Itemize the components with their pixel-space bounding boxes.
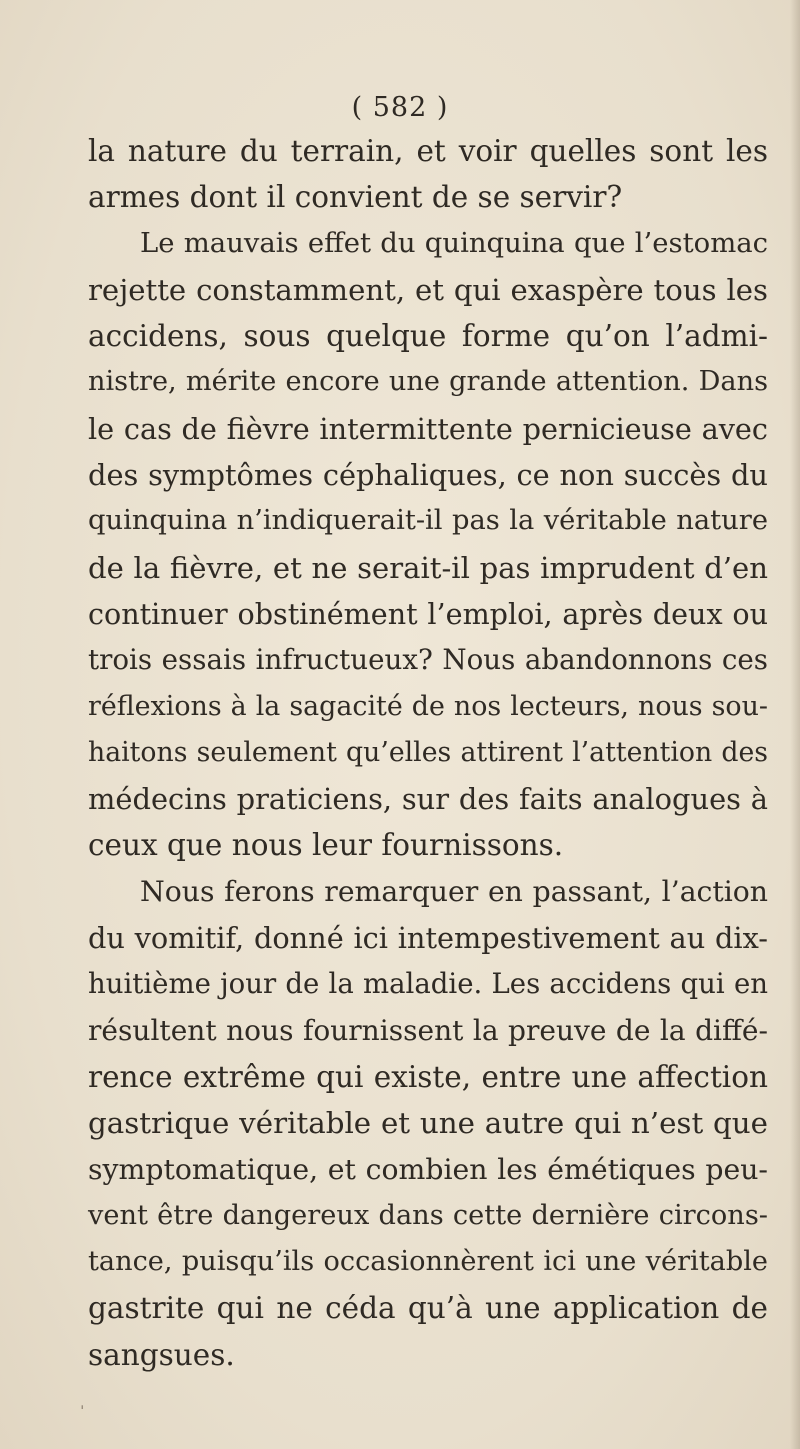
paragraph-start-line: Le mauvais effet du quinquina que l’estomac (140, 227, 768, 259)
text-line: des symptômes céphaliques, ce non succès du (88, 458, 768, 493)
text-line: médecins praticiens, sur des faits analogues à (88, 782, 768, 817)
text-line: rence extrême qui existe, entre une affection (88, 1059, 768, 1094)
text-line: nistre, mérite encore une grande attention. Dans (88, 366, 768, 398)
text-line: de la fièvre, et ne serait-il pas imprudent d’en (88, 550, 768, 585)
text-line: vent être dangereux dans cette dernière circons- (88, 1199, 768, 1231)
text-line: du vomitif, donné ici intempestivement au dix- (88, 921, 768, 956)
page-edge-shadow (790, 0, 800, 1449)
text-line: quinquina n’indiquerait-il pas la véritable nature (88, 505, 768, 537)
text-line: haitons seulement qu’elles attirent l’attention des (88, 736, 768, 768)
text-line: résultent nous fournissent la preuve de la diffé- (88, 1013, 768, 1047)
paragraph-start-line: Nous ferons remarquer en passant, l’action (140, 874, 768, 908)
text-line: la nature du terrain, et voir quelles sont les (88, 134, 768, 168)
text-line: le cas de fièvre intermittente pernicieuse avec (88, 411, 768, 446)
page-number: ( 582 ) (351, 92, 449, 123)
page-body-text (88, 128, 768, 1378)
text-line: huitième jour de la maladie. Les accidens qui en (88, 968, 768, 1001)
text-line: symptomatique, et combien les émétiques peu- (88, 1152, 768, 1186)
text-line: trois essais infructueux? Nous abandonnons ces (88, 643, 768, 677)
paper-speck: ˌ (80, 1392, 85, 1411)
text-line: sangsues. (88, 1337, 235, 1372)
text-line: armes dont il convient de se servir? (88, 180, 623, 215)
text-line: rejette constamment, et qui exaspère tous les (88, 272, 768, 307)
text-line: réflexions à la sagacité de nos lecteurs, nous sou- (88, 690, 768, 722)
text-line: gastrique véritable et une autre qui n’est que (88, 1106, 768, 1141)
text-line: gastrite qui ne céda qu’à une application de (88, 1291, 768, 1326)
text-line: accidens, sous quelque forme qu’on l’admi- (88, 319, 768, 354)
text-line: continuer obstinément l’emploi, après deux ou (88, 596, 768, 631)
text-line: ceux que nous leur fournissons. (88, 828, 564, 863)
text-line: tance, puisqu’ils occasionnèrent ici une véritable (88, 1246, 768, 1278)
